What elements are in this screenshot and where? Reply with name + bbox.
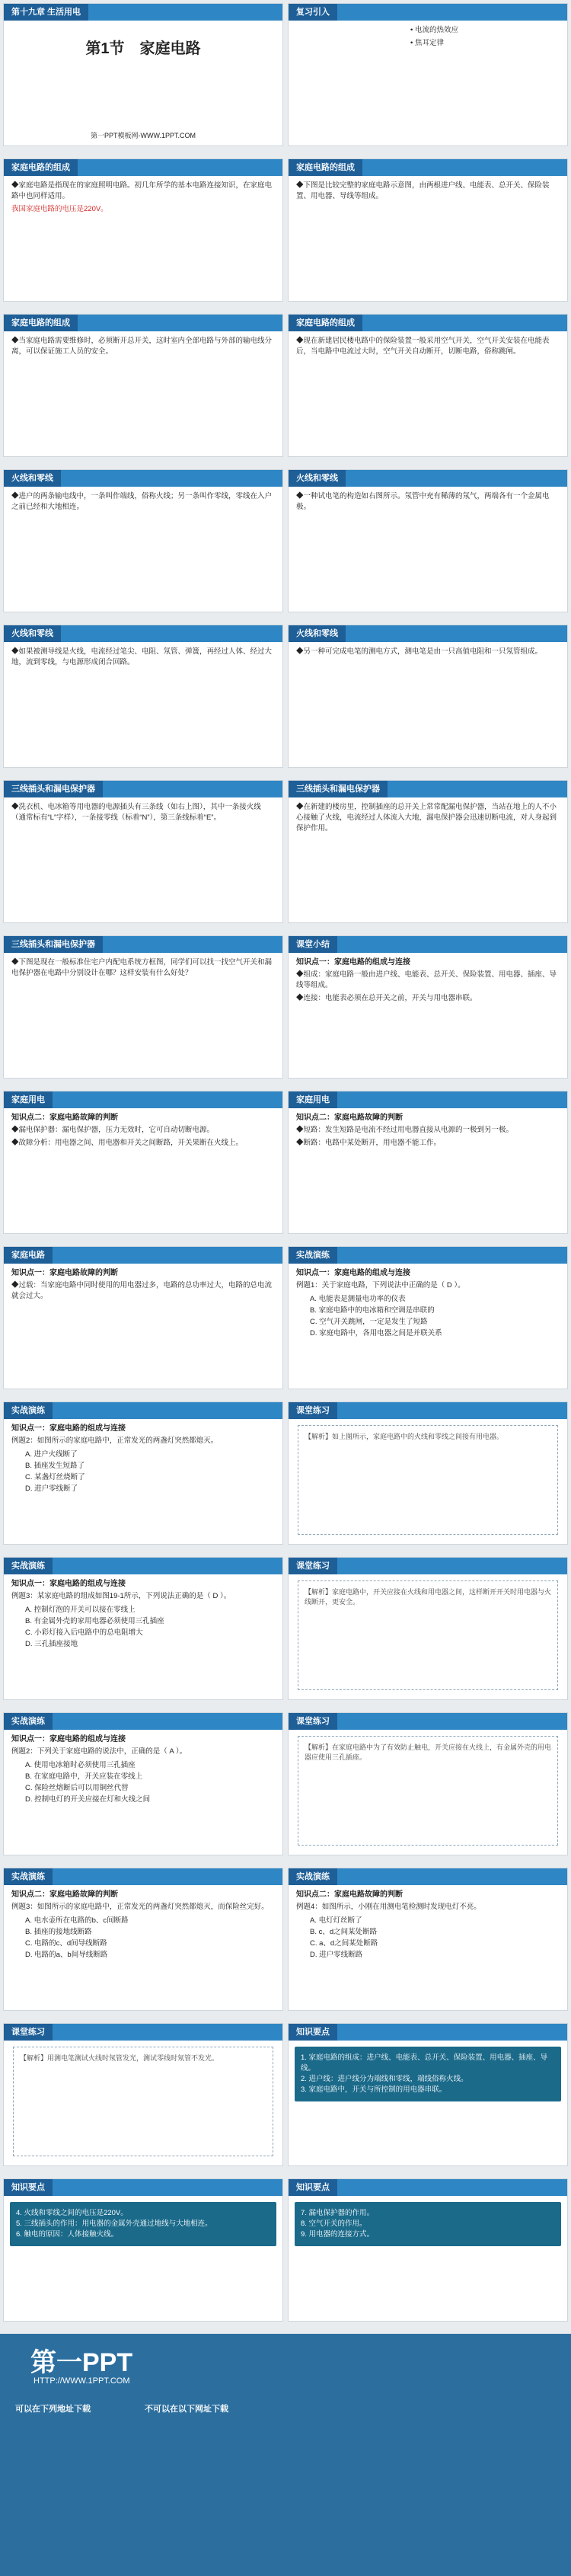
- body-text: ◆下图是现在一般标准住宅户内配电系统方框图，同学们可以找一找空气开关和漏电保护器在电路中分别设计在哪？这样安装有什么好处？: [11, 958, 273, 977]
- answer-option: D. 控制电灯的开关应接在灯和火线之间: [25, 1795, 151, 1804]
- slide-header-label: 实战演练: [4, 1868, 53, 1885]
- footer-col1-title: 可以在下列地址下载: [15, 2405, 91, 2414]
- knowledge-point: 知识点一：家庭电路故障的判断: [11, 1269, 118, 1277]
- slide-header: [289, 1868, 567, 1885]
- slide-30: [288, 2178, 568, 2322]
- summary-point: 8. 空气开关的作用。: [301, 2220, 367, 2228]
- slide-22: [288, 1557, 568, 1700]
- slide-25: [3, 1868, 283, 2011]
- slide-body: [4, 1108, 282, 1155]
- slide-2: [288, 3, 568, 146]
- slide-header: [289, 936, 567, 953]
- answer-option: C. 某盏灯丝烧断了: [25, 1473, 85, 1481]
- slide-header-label: 复习引入: [289, 4, 337, 21]
- slide-header-label: 家庭电路: [4, 1247, 53, 1264]
- slide-header: [289, 781, 567, 797]
- slide-header: [4, 1402, 282, 1419]
- knowledge-point: 知识点一：家庭电路的组成与连接: [11, 1424, 126, 1433]
- summary-point: 7. 漏电保护器的作用。: [301, 2209, 375, 2217]
- summary-box: [10, 2202, 276, 2246]
- question-text: 例题2：如图所示的家庭电路中，正常发光的两盏灯突然都熄灭。: [11, 1437, 219, 1445]
- answer-option: B. 在家庭电路中，开关应装在零线上: [25, 1772, 143, 1781]
- question-text: 例题3：某家庭电路的组成如图19-1所示，下列说法正确的是（ D ）。: [11, 1592, 231, 1600]
- slide-header: [4, 159, 282, 176]
- body-text: ◆组成：家庭电路一般由进户线、电能表、总开关、保险装置、用电器、插座、导线等组成。: [296, 970, 557, 989]
- answer-option: A. 电能表是测量电功率的仪表: [310, 1295, 406, 1303]
- slide-header: [4, 781, 282, 797]
- slide-26: [288, 1868, 568, 2011]
- summary-point: 5. 三线插头的作用：用电器的金属外壳通过地线与大地相连。: [16, 2220, 212, 2228]
- slide-subtitle: 第一PPT模板网-WWW.1PPT.COM: [91, 132, 196, 139]
- slide-header-label: 课堂练习: [289, 1402, 337, 1419]
- question-text: 例题4：如图所示，小刚在用测电笔检测时发现电灯不亮。: [296, 1903, 481, 1911]
- body-text: ◆如果被测导线是火线，电流经过笔尖、电阻、氖管、弹簧，再经过人体、经过大地，流到零线，与电源形成闭合回路。: [11, 647, 273, 666]
- body-text: ◆一种试电笔的构造如右图所示。氖管中充有稀薄的氖气，两端各有一个金属电极。: [296, 492, 550, 511]
- body-text: ◆断路：电路中某处断开，用电器不能工作。: [296, 1139, 442, 1147]
- analysis-note: 【解析】用测电笔测试火线时氖管发光，测试零线时氖管不发光。: [13, 2047, 273, 2156]
- slide-14: [288, 935, 568, 1079]
- slide-9: [3, 625, 283, 768]
- slide-15: [3, 1091, 283, 1234]
- slide-23: [3, 1712, 283, 1855]
- slide-body: [289, 797, 567, 841]
- slide-body: [289, 642, 567, 664]
- knowledge-point: 知识点二：家庭电路故障的判断: [296, 1890, 403, 1899]
- slide-10: [288, 625, 568, 768]
- knowledge-point: 知识点一：家庭电路的组成与连接: [11, 1735, 126, 1743]
- slide-header-label: 家庭用电: [289, 1091, 337, 1108]
- analysis-note: 【解析】在家庭电路中为了有效防止触电，开关应接在火线上，有金属外壳的用电器应使用三孔插座。: [298, 1736, 558, 1846]
- slide-body: [4, 1264, 282, 1309]
- slide-header: [289, 470, 567, 487]
- slide-header: [4, 1713, 282, 1730]
- slide-16: [288, 1091, 568, 1234]
- slide-body: [4, 176, 282, 222]
- body-text: ◆当家庭电路需要维修时，必须断开总开关，这时室内全部电路与外部的输电线分离，可以保证施工人员的安全。: [11, 337, 273, 356]
- slide-header-label: 火线和零线: [4, 470, 61, 487]
- summary-point: 2. 进户线：进户线分为端线和零线，端线俗称火线。: [301, 2075, 468, 2083]
- body-text: ◆故障分析：用电器之间、用电器和开关之间断路，开关果断在火线上。: [11, 1139, 244, 1147]
- answer-option: C. a、d之间某处断路: [310, 1939, 378, 1948]
- body-text: ◆家庭电路是指现在的家庭照明电路。初几年所学的基本电路连接知识，在家庭电路中也同样适用。: [11, 181, 273, 200]
- answer-option: D. 三孔插座接地: [25, 1640, 78, 1648]
- slide-body: [4, 487, 282, 519]
- slide-header-label: 实战演练: [4, 1558, 53, 1574]
- summary-point: 4. 火线和零线之间的电压是220V。: [16, 2209, 128, 2217]
- knowledge-point: 知识点二：家庭电路故障的判断: [11, 1890, 118, 1899]
- knowledge-point: 知识点二：家庭电路故障的判断: [296, 1114, 403, 1122]
- slide-header: [289, 1402, 567, 1419]
- slide-header-label: 知识要点: [289, 2179, 337, 2196]
- knowledge-point: 知识点二：家庭电路故障的判断: [11, 1114, 118, 1122]
- slide-29: [3, 2178, 283, 2322]
- slide-header-label: 实战演练: [4, 1402, 53, 1419]
- summary-point: 3. 家庭电路中，开关与所控制的用电器串联。: [301, 2085, 447, 2094]
- slide-body: [289, 1885, 567, 1965]
- slide-header-label: 家庭电路的组成: [289, 315, 362, 331]
- slide-header: [4, 4, 282, 21]
- answer-option: A. 电灯灯丝断了: [310, 1916, 362, 1925]
- slide-12: [288, 780, 568, 923]
- slide-header-label: 三线插头和漏电保护器: [289, 781, 388, 797]
- slide-1: [3, 3, 283, 146]
- summary-box: [295, 2202, 561, 2246]
- slide-header: [289, 1713, 567, 1730]
- slide-header-label: 知识要点: [4, 2179, 53, 2196]
- body-text: ◆漏电保护器：漏电保护器，压力无效时，它可自动切断电源。: [11, 1126, 215, 1134]
- summary-point: 6. 触电的原因：人体接触火线。: [16, 2230, 119, 2239]
- answer-option: D. 电路的a、b间导线断路: [25, 1951, 108, 1959]
- answer-option: A. 控制灯泡的开关可以接在零线上: [25, 1606, 136, 1614]
- slide-7: [3, 469, 283, 612]
- answer-option: B. 有金属外壳的家用电器必须使用三孔插座: [25, 1617, 164, 1625]
- slide-5: [3, 314, 283, 457]
- slide-11: [3, 780, 283, 923]
- analysis-note: 【解析】家庭电路中，开关应接在火线和用电器之间，这样断开开关时用电器与火线断开，更安全。: [298, 1580, 558, 1690]
- list-item: • 焦耳定律: [410, 39, 444, 47]
- answer-option: B. c、d之间某处断路: [310, 1928, 378, 1936]
- slide-body: [4, 1574, 282, 1654]
- slide-body: [4, 642, 282, 675]
- answer-option: C. 电路的c、d间导线断路: [25, 1939, 107, 1948]
- slide-header: [4, 1868, 282, 1885]
- footer-url: HTTP://WWW.1PPT.COM: [33, 2376, 130, 2386]
- slide-body: [4, 953, 282, 986]
- body-text: ◆下图是比较完整的家庭电路示意图，由两根进户线、电能表、总开关、保险装置、用电器、导线等组成。: [296, 181, 550, 200]
- slide-header: [4, 470, 282, 487]
- answer-option: B. 插座发生短路了: [25, 1462, 85, 1470]
- question-text: 例题3：如图所示的家庭电路中，正常发光的两盏灯突然都熄灭，而保险丝完好。: [11, 1903, 269, 1911]
- slide-header: [289, 315, 567, 331]
- slide-body: [4, 1885, 282, 1965]
- slide-header: [289, 1558, 567, 1574]
- body-text: ◆另一种可完成电笔的测电方式，测电笔是由一只高值电阻和一只氖管组成。: [296, 647, 543, 656]
- slide-header: [4, 1558, 282, 1574]
- slide-body: [289, 1108, 567, 1155]
- body-text: ◆短路：发生短路是电流不经过用电器直接从电源的一极到另一极。: [296, 1126, 514, 1134]
- body-text: ◆洗衣机、电冰箱等用电器的电源插头有三条线（如右上图），其中一条接火线（通常标有“L”字样），一条接零线（标着“N”），第三条线标着“E”。: [11, 803, 261, 822]
- body-text: ◆进户的两条输电线中，一条叫作端线，俗称火线；另一条叫作零线，零线在入户之前已经和大地相连。: [11, 492, 273, 511]
- slide-header-label: 知识要点: [289, 2024, 337, 2041]
- slide-body: [289, 2108, 567, 2117]
- answer-option: A. 电水壶所在电路的b、c间断路: [25, 1916, 129, 1925]
- slide-header-label: 火线和零线: [289, 470, 346, 487]
- slide-21: [3, 1557, 283, 1700]
- question-text: 例题1：关于家庭电路，下列说法中正确的是（ D ）。: [296, 1281, 465, 1290]
- answer-option: C. 小彩灯接入后电路中的总电阻增大: [25, 1628, 143, 1637]
- slide-header-label: 三线插头和漏电保护器: [4, 936, 103, 953]
- slide-header: [4, 936, 282, 953]
- footer-logo: 第一PPT: [30, 2348, 133, 2377]
- slide-header-label: 实战演练: [289, 1247, 337, 1264]
- slide-28: [288, 2023, 568, 2166]
- slide-header-label: 三线插头和漏电保护器: [4, 781, 103, 797]
- slide-header-label: 家庭电路的组成: [4, 159, 78, 176]
- analysis-note: 【解析】如上图所示，家庭电路中的火线和零线之间接有用电器。: [298, 1425, 558, 1535]
- slide-body: [289, 2252, 567, 2261]
- slide-header-label: 课堂练习: [289, 1558, 337, 1574]
- footer: [0, 2334, 571, 2576]
- slide-header: [289, 1247, 567, 1264]
- slide-header-label: 实战演练: [4, 1713, 53, 1730]
- body-text: ◆现在新建居民楼电路中的保险装置一般采用空气开关，空气开关安装在电能表后，当电路中电流过大时，空气开关自动断开，切断电路，俗称跳闸。: [296, 337, 550, 356]
- slide-body: [4, 21, 282, 145]
- footer-col2-title: 不可以在以下网址下载: [145, 2405, 228, 2414]
- answer-option: D. 进户零线断了: [25, 1485, 78, 1493]
- slide-3: [3, 158, 283, 302]
- slide-header: [289, 4, 567, 21]
- body-text: ◆过载：当家庭电路中同时使用的用电器过多，电路的总功率过大，电路的总电流就会过大。: [11, 1281, 273, 1300]
- answer-option: B. 插座的接地线断路: [25, 1928, 92, 1936]
- slide-8: [288, 469, 568, 612]
- slide-header-label: 第十九章 生活用电: [4, 4, 88, 21]
- answer-option: D. 进户零线断路: [310, 1951, 363, 1959]
- slide-body: [4, 1419, 282, 1499]
- slide-header-label: 实战演练: [289, 1868, 337, 1885]
- slide-header-label: 课堂练习: [289, 1713, 337, 1730]
- slide-header-label: 家庭电路的组成: [4, 315, 78, 331]
- slide-header-label: 家庭用电: [4, 1091, 53, 1108]
- highlight-text: 我国家庭电路的电压是220V。: [11, 205, 108, 213]
- slide-header-label: 火线和零线: [4, 625, 61, 642]
- answer-option: C. 保险丝熔断后可以用铜丝代替: [25, 1784, 129, 1792]
- slide-body: [4, 331, 282, 364]
- body-text: ◆连接：电能表必须在总开关之前，开关与用电器串联。: [296, 994, 477, 1002]
- slide-body: [289, 953, 567, 1011]
- slide-27: [3, 2023, 283, 2166]
- summary-box: [295, 2047, 561, 2101]
- slide-body: [289, 1264, 567, 1344]
- slide-24: [288, 1712, 568, 1855]
- slide-body: [4, 2252, 282, 2261]
- knowledge-point: 知识点一：家庭电路的组成与连接: [11, 1580, 126, 1588]
- summary-point: 1. 家庭电路的组成：进户线、电能表、总开关、保险装置、用电器、插座、导线。: [301, 2053, 548, 2073]
- slide-body: [4, 1730, 282, 1810]
- knowledge-point: 知识点一：家庭电路的组成与连接: [296, 1269, 410, 1277]
- body-text: ◆在新建的楼房里，控制插座的总开关上常常配漏电保护器，当站在地上的人不小心接触了火线，电流经过人体流入大地，漏电保护器会迅速切断电流，对人身起到保护作用。: [296, 803, 557, 833]
- slide-header: [289, 2179, 567, 2196]
- slide-header: [289, 159, 567, 176]
- answer-option: A. 进户火线断了: [25, 1450, 78, 1459]
- slide-header: [289, 2024, 567, 2041]
- slide-header: [4, 315, 282, 331]
- slide-body: [289, 331, 567, 364]
- slide-6: [288, 314, 568, 457]
- slide-13: [3, 935, 283, 1079]
- answer-option: C. 空气开关跳闸，一定是发生了短路: [310, 1318, 428, 1326]
- slide-body: [289, 487, 567, 519]
- slide-header-label: 火线和零线: [289, 625, 346, 642]
- summary-point: 9. 用电器的连接方式。: [301, 2230, 375, 2239]
- knowledge-point: 知识点一：家庭电路的组成与连接: [296, 958, 410, 967]
- answer-option: B. 家庭电路中的电冰箱和空调是串联的: [310, 1306, 435, 1315]
- slide-17: [3, 1246, 283, 1389]
- answer-option: D. 家庭电路中，各用电器之间是并联关系: [310, 1329, 442, 1338]
- slide-header: [4, 2179, 282, 2196]
- slide-title: 第1节 家庭电路: [85, 40, 201, 57]
- slide-header-label: 课堂练习: [4, 2024, 53, 2041]
- slide-header: [4, 625, 282, 642]
- slide-body: [289, 21, 567, 56]
- slide-header-label: 课堂小结: [289, 936, 337, 953]
- list-item: • 电流的热效应: [410, 26, 458, 34]
- slide-header: [289, 1091, 567, 1108]
- question-text: 例题2：下列关于家庭电路的说法中，正确的是（ A ）。: [11, 1747, 187, 1756]
- slide-body: [4, 797, 282, 830]
- slide-header: [4, 1247, 282, 1264]
- slide-header: [289, 625, 567, 642]
- answer-option: A. 使用电冰箱时必须使用三孔插座: [25, 1761, 136, 1769]
- slide-header-label: 家庭电路的组成: [289, 159, 362, 176]
- slide-18: [288, 1246, 568, 1389]
- slide-body: [289, 176, 567, 209]
- slide-4: [288, 158, 568, 302]
- slide-header: [4, 1091, 282, 1108]
- slide-20: [288, 1401, 568, 1545]
- slide-19: [3, 1401, 283, 1545]
- slide-header: [4, 2024, 282, 2041]
